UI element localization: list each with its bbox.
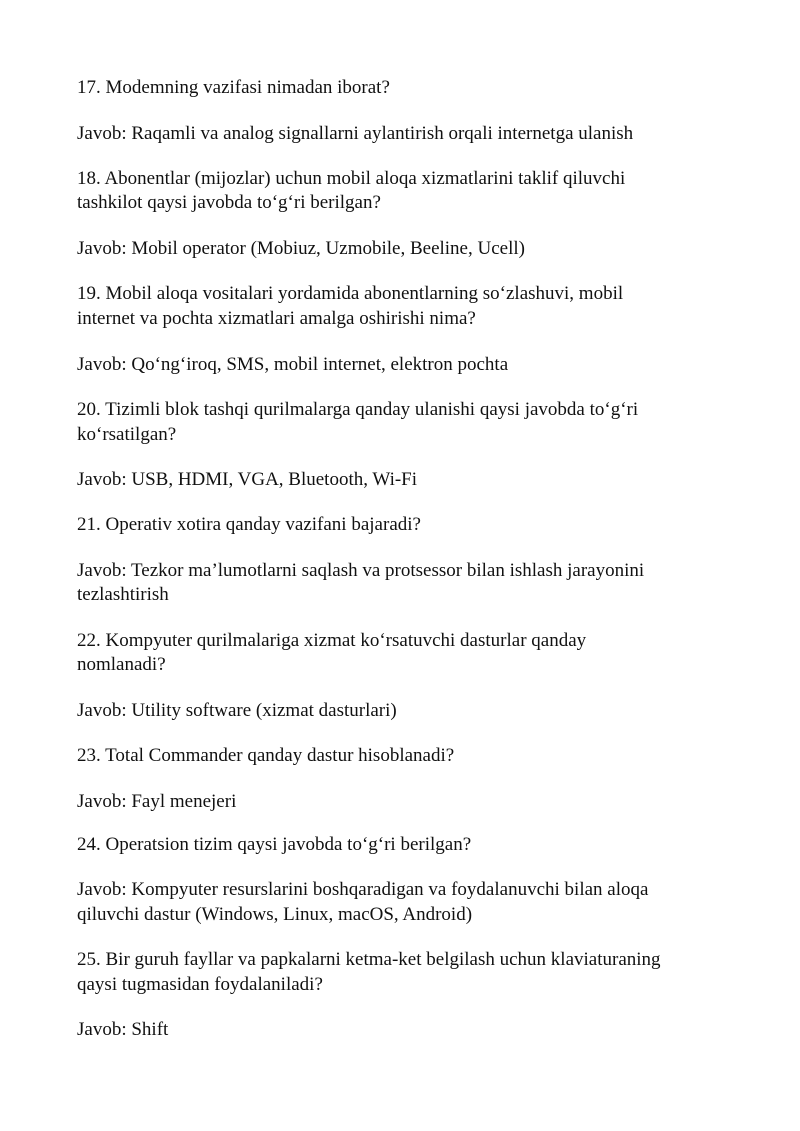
answer-19-line-1: Javob: Qo‘ng‘iroq, SMS, mobil internet, elektron pochta (77, 354, 509, 375)
question-19-line-1: 19. Mobil aloqa vositalari yordamida abonentlarning so‘zlashuvi, mobil (77, 283, 624, 304)
question-23-line-1: 23. Total Commander qanday dastur hisoblanadi? (77, 745, 455, 766)
answer-24-line-2: qiluvchi dastur (Windows, Linux, macOS, Android) (77, 904, 473, 925)
question-18-line-1: 18. Abonentlar (mijozlar) uchun mobil aloqa xizmatlarini taklif qiluvchi (77, 168, 626, 189)
answer-18-line-1: Javob: Mobil operator (Mobiuz, Uzmobile, Beeline, Ucell) (77, 238, 525, 259)
question-24-line-1: 24. Operatsion tizim qaysi javobda to‘g‘ri berilgan? (77, 834, 472, 855)
answer-21-line-1: Javob: Tezkor ma’lumotlarni saqlash va protsessor bilan ishlash jarayonini (77, 560, 645, 581)
answer-17-line-1: Javob: Raqamli va analog signallarni aylantirish orqali internetga ulanish (77, 123, 634, 144)
question-19-line-2: internet va pochta xizmatlari amalga oshirishi nima? (77, 308, 476, 329)
question-20-line-2: ko‘rsatilgan? (77, 424, 177, 445)
question-25-line-1: 25. Bir guruh fayllar va papkalarni ketma-ket belgilash uchun klaviaturaning (77, 949, 661, 970)
question-18-line-2: tashkilot qaysi javobda to‘g‘ri berilgan? (77, 192, 381, 213)
answer-24-line-1: Javob: Kompyuter resurslarini boshqaradigan va foydalanuvchi bilan aloqa (77, 879, 649, 900)
question-17-line-1: 17. Modemning vazifasi nimadan iborat? (77, 77, 390, 98)
answer-22-line-1: Javob: Utility software (xizmat dasturlari) (77, 700, 397, 721)
answer-23-line-1: Javob: Fayl menejeri (77, 791, 237, 812)
question-25-line-2: qaysi tugmasidan foydalaniladi? (77, 974, 323, 995)
question-21-line-1: 21. Operativ xotira qanday vazifani bajaradi? (77, 514, 421, 535)
question-20-line-1: 20. Tizimli blok tashqi qurilmalarga qanday ulanishi qaysi javobda to‘g‘ri (77, 399, 639, 420)
answer-21-line-2: tezlashtirish (77, 584, 169, 605)
question-22-line-1: 22. Kompyuter qurilmalariga xizmat ko‘rsatuvchi dasturlar qanday (77, 630, 587, 651)
question-22-line-2: nomlanadi? (77, 654, 166, 675)
answer-20-line-1: Javob: USB, HDMI, VGA, Bluetooth, Wi-Fi (77, 469, 418, 490)
answer-25-line-1: Javob: Shift (77, 1019, 169, 1040)
